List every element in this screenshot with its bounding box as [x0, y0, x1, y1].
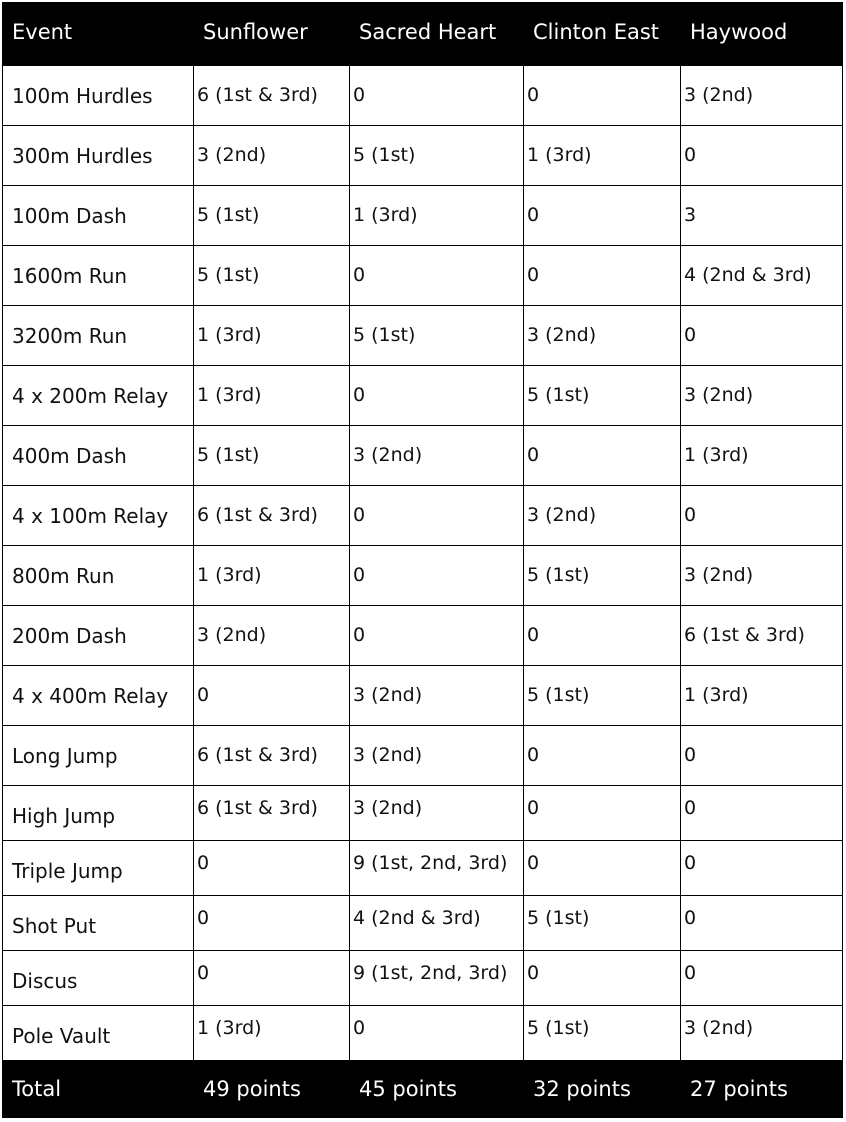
table-row [3, 606, 843, 666]
haywood-cell: 1 (3rd) [681, 666, 843, 726]
event-cell: Triple Jump [3, 841, 194, 896]
event-cell: 4 x 100m Relay [3, 486, 194, 546]
sunflower-cell: 5 (1st) [194, 186, 350, 246]
haywood-cell: 0 [681, 896, 843, 951]
sunflower-cell: 0 [194, 896, 350, 951]
event-cell: 1600m Run [3, 246, 194, 306]
event-cell: 300m Hurdles [3, 126, 194, 186]
sunflower-cell: 1 (3rd) [194, 366, 350, 426]
table-row [3, 66, 843, 126]
sunflower-cell: 3 (2nd) [194, 126, 350, 186]
results-table-container [2, 2, 843, 1118]
table-row [3, 726, 843, 786]
clinton-east-cell: 5 (1st) [524, 1006, 681, 1061]
sunflower-cell: 6 (1st & 3rd) [194, 786, 350, 841]
sacred-heart-cell: 3 (2nd) [350, 666, 524, 726]
haywood-cell: 0 [681, 786, 843, 841]
total-sacred-heart: 45 points [350, 1061, 524, 1118]
table-row [3, 951, 843, 1006]
clinton-east-cell: 0 [524, 786, 681, 841]
haywood-cell: 3 (2nd) [681, 366, 843, 426]
haywood-cell: 0 [681, 726, 843, 786]
clinton-east-cell: 0 [524, 66, 681, 126]
sacred-heart-cell: 3 (2nd) [350, 426, 524, 486]
event-cell: High Jump [3, 786, 194, 841]
sunflower-cell: 1 (3rd) [194, 306, 350, 366]
event-cell: 4 x 200m Relay [3, 366, 194, 426]
total-haywood: 27 points [681, 1061, 843, 1118]
sacred-heart-cell: 0 [350, 546, 524, 606]
event-cell: 800m Run [3, 546, 194, 606]
haywood-cell: 0 [681, 486, 843, 546]
sacred-heart-cell: 0 [350, 1006, 524, 1061]
haywood-cell: 6 (1st & 3rd) [681, 606, 843, 666]
clinton-east-cell: 0 [524, 606, 681, 666]
event-cell: Discus [3, 951, 194, 1006]
sacred-heart-cell: 0 [350, 246, 524, 306]
clinton-east-cell: 0 [524, 841, 681, 896]
event-cell: 100m Dash [3, 186, 194, 246]
haywood-cell: 0 [681, 951, 843, 1006]
header-clinton-east: Clinton East [524, 3, 681, 66]
total-sunflower: 49 points [194, 1061, 350, 1118]
sunflower-cell: 0 [194, 951, 350, 1006]
sunflower-cell: 0 [194, 666, 350, 726]
clinton-east-cell: 5 (1st) [524, 366, 681, 426]
sacred-heart-cell: 5 (1st) [350, 126, 524, 186]
table-row [3, 486, 843, 546]
sacred-heart-cell: 1 (3rd) [350, 186, 524, 246]
clinton-east-cell: 5 (1st) [524, 896, 681, 951]
sacred-heart-cell: 5 (1st) [350, 306, 524, 366]
event-cell: 100m Hurdles [3, 66, 194, 126]
haywood-cell: 4 (2nd & 3rd) [681, 246, 843, 306]
sacred-heart-cell: 9 (1st, 2nd, 3rd) [350, 951, 524, 1006]
clinton-east-cell: 3 (2nd) [524, 306, 681, 366]
clinton-east-cell: 5 (1st) [524, 546, 681, 606]
header-haywood: Haywood [681, 3, 843, 66]
haywood-cell: 0 [681, 306, 843, 366]
haywood-cell: 0 [681, 841, 843, 896]
clinton-east-cell: 0 [524, 726, 681, 786]
sunflower-cell: 5 (1st) [194, 246, 350, 306]
event-cell: Shot Put [3, 896, 194, 951]
clinton-east-cell: 0 [524, 186, 681, 246]
sunflower-cell: 6 (1st & 3rd) [194, 726, 350, 786]
haywood-cell: 3 (2nd) [681, 546, 843, 606]
clinton-east-cell: 0 [524, 426, 681, 486]
clinton-east-cell: 1 (3rd) [524, 126, 681, 186]
sacred-heart-cell: 0 [350, 66, 524, 126]
sunflower-cell: 1 (3rd) [194, 1006, 350, 1061]
header-sunflower: Sunflower [194, 3, 350, 66]
table-row [3, 426, 843, 486]
event-cell: Pole Vault [3, 1006, 194, 1061]
table-row [3, 126, 843, 186]
table-row [3, 666, 843, 726]
clinton-east-cell: 3 (2nd) [524, 486, 681, 546]
haywood-cell: 1 (3rd) [681, 426, 843, 486]
table-row [3, 546, 843, 606]
haywood-cell: 3 (2nd) [681, 1006, 843, 1061]
sacred-heart-cell: 3 (2nd) [350, 786, 524, 841]
table-row [3, 186, 843, 246]
header-sacred-heart: Sacred Heart [350, 3, 524, 66]
event-cell: 400m Dash [3, 426, 194, 486]
sacred-heart-cell: 0 [350, 486, 524, 546]
total-row [3, 1061, 843, 1118]
clinton-east-cell: 0 [524, 951, 681, 1006]
haywood-cell: 0 [681, 126, 843, 186]
table-row [3, 306, 843, 366]
sunflower-cell: 3 (2nd) [194, 606, 350, 666]
haywood-cell: 3 (2nd) [681, 66, 843, 126]
sacred-heart-cell: 9 (1st, 2nd, 3rd) [350, 841, 524, 896]
sunflower-cell: 1 (3rd) [194, 546, 350, 606]
event-cell: 4 x 400m Relay [3, 666, 194, 726]
table-row [3, 246, 843, 306]
total-clinton-east: 32 points [524, 1061, 681, 1118]
sacred-heart-cell: 3 (2nd) [350, 726, 524, 786]
event-cell: 200m Dash [3, 606, 194, 666]
sunflower-cell: 0 [194, 841, 350, 896]
sacred-heart-cell: 4 (2nd & 3rd) [350, 896, 524, 951]
table-row [3, 896, 843, 951]
sunflower-cell: 5 (1st) [194, 426, 350, 486]
clinton-east-cell: 0 [524, 246, 681, 306]
event-cell: Long Jump [3, 726, 194, 786]
track-meet-results-table [2, 2, 843, 1118]
sunflower-cell: 6 (1st & 3rd) [194, 486, 350, 546]
header-event: Event [3, 3, 194, 66]
haywood-cell: 3 [681, 186, 843, 246]
sacred-heart-cell: 0 [350, 366, 524, 426]
sacred-heart-cell: 0 [350, 606, 524, 666]
table-row [3, 1006, 843, 1061]
table-row [3, 841, 843, 896]
clinton-east-cell: 5 (1st) [524, 666, 681, 726]
header-row [3, 3, 843, 66]
event-cell: 3200m Run [3, 306, 194, 366]
total-label: Total [3, 1061, 194, 1118]
table-row [3, 786, 843, 841]
sunflower-cell: 6 (1st & 3rd) [194, 66, 350, 126]
event-rows [3, 66, 843, 1061]
table-row [3, 366, 843, 426]
